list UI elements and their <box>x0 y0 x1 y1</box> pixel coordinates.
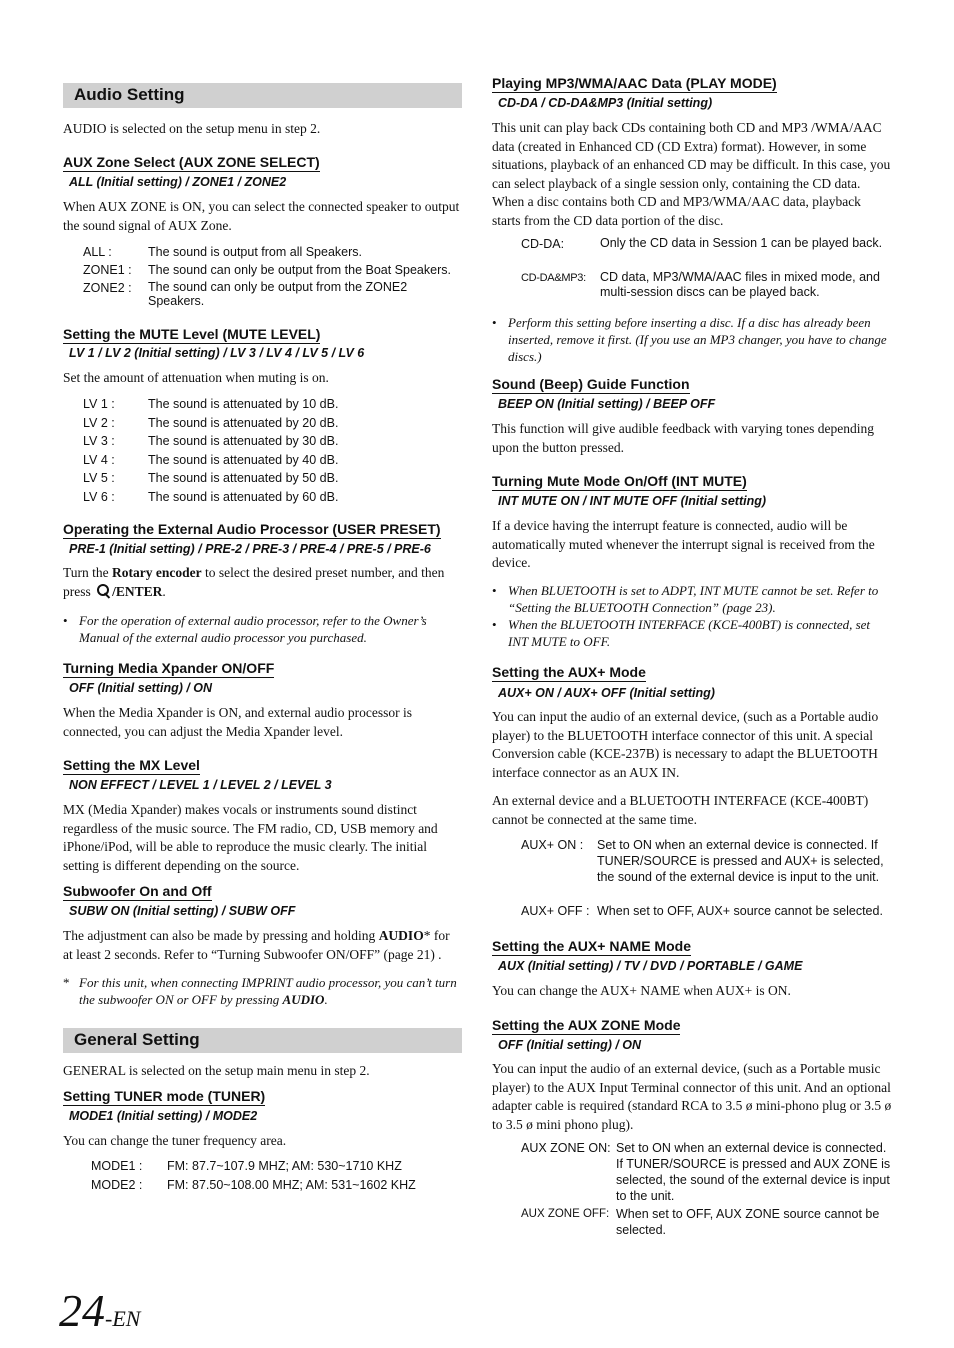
aux-zone-select-heading: AUX Zone Select (AUX ZONE SELECT) <box>63 154 320 170</box>
magnifier-icon <box>97 584 111 598</box>
aux-plus-heading: Setting the AUX+ Mode <box>492 664 646 680</box>
user-preset-note: • For the operation of external audio processor, refer to the Owner’s Manual of the external audio processor you purchased. <box>63 613 427 645</box>
play-mode-heading: Playing MP3/WMA/AAC Data (PLAY MODE) <box>492 75 777 91</box>
play-mode-note: • Perform this setting before inserting a disc. If a disc has already been inserted, remove it first. (If you use an MP3 changer, you have to change discs.) <box>492 315 887 364</box>
aux-zone-mode-heading: Setting the AUX ZONE Mode <box>492 1017 681 1033</box>
subwoofer-note: * For this unit, when connecting IMPRINT audio processor, you can’t turn the subwoofer ON or OFF by pressing AUDIO. <box>63 975 457 1007</box>
tuner-body: You can change the tuner frequency area. <box>63 1133 287 1148</box>
int-mute-options: INT MUTE ON / INT MUTE OFF (Initial setting) <box>498 494 767 508</box>
audio-setting-title: Audio Setting <box>74 85 185 104</box>
aux-plus-body-1: You can input the audio of an external device, (such as a Portable audio player) to the BLUETOOTH interface connector of this unit. A special Conversion cable (KCE-237B) is necessary to adapt the BLUETOOTH interface connector as an AUX IN. <box>492 709 879 780</box>
tuner-heading: Setting TUNER mode (TUNER) <box>63 1088 266 1104</box>
beep-heading: Sound (Beep) Guide Function <box>492 376 690 392</box>
mute-level-heading: Setting the MUTE Level (MUTE LEVEL) <box>63 326 321 342</box>
subwoofer-body: The adjustment can also be made by pressing and holding AUDIO* for at least 2 seconds. Refer to “Turning Subwoofer ON/OFF” (page 21) . <box>63 928 450 962</box>
play-mode-body: This unit can play back CDs containing both CD and MP3 /WMA/AAC data (created in Enhanced CD (CD Extra) format). However, in some situations, playback of an enhanced CD may be difficult. In this case, you can select playback of a single session only, containing the CD data. When a disc contains both CD and MP3/WMA/AAC data, playback starts from the CD data portion of the disc. <box>492 120 891 228</box>
aux-plus-body-2: An external device and a BLUETOOTH INTERFACE (KCE-400BT) cannot be connected at the same time. <box>492 793 869 827</box>
general-setting-title: General Setting <box>74 1030 200 1049</box>
general-intro: GENERAL is selected on the setup main menu in step 2. <box>63 1063 370 1078</box>
general-setting-header <box>63 1028 462 1053</box>
subwoofer-options: SUBW ON (Initial setting) / SUBW OFF <box>69 904 296 918</box>
mx-level-heading: Setting the MX Level <box>63 757 200 773</box>
int-mute-note-1: • When BLUETOOTH is set to ADPT, INT MUTE cannot be set. Refer to “Setting the BLUETOOTH Connection” (page 23). <box>492 583 879 615</box>
user-preset-options: PRE-1 (Initial setting) / PRE-2 / PRE-3 / PRE-4 / PRE-5 / PRE-6 <box>69 542 431 556</box>
subwoofer-heading: Subwoofer On and Off <box>63 883 212 899</box>
audio-intro: AUDIO is selected on the setup menu in step 2. <box>63 121 321 136</box>
int-mute-body: If a device having the interrupt feature is connected, audio will be automatically muted whenever the interrupt signal is received from the device. <box>492 518 875 570</box>
mute-level-options: LV 1 / LV 2 (Initial setting) / LV 3 / LV 4 / LV 5 / LV 6 <box>69 346 365 360</box>
aux-zone-mode-options: OFF (Initial setting) / ON <box>498 1038 642 1052</box>
aux-name-heading: Setting the AUX+ NAME Mode <box>492 938 691 954</box>
tuner-options: MODE1 (Initial setting) / MODE2 <box>69 1109 258 1123</box>
int-mute-heading: Turning Mute Mode On/Off (INT MUTE) <box>492 473 747 489</box>
aux-zone-select-body: When AUX ZONE is ON, you can select the connected speaker to output the sound signal of AUX Zone. <box>63 199 460 233</box>
mute-level-body: Set the amount of attenuation when muting is on. <box>63 370 329 385</box>
aux-zone-mode-body: You can input the audio of an external device, (such as a Portable music player) to the AUX Input Terminal connector of this unit. And an optional adapter cable is required (standard RCA to 3.5 ø mini-phono plug or 3.5 ø to 3.5 ø mini phono plug). <box>492 1061 892 1132</box>
aux-name-body: You can change the AUX+ NAME when AUX+ is ON. <box>492 983 791 998</box>
user-preset-body: Turn the Rotary encoder to select the desired preset number, and then press /ENTER. <box>63 565 445 599</box>
audio-setting-header <box>63 83 462 108</box>
media-xpander-body: When the Media Xpander is ON, and external audio processor is connected, you can adjust the Media Xpander level. <box>63 705 413 739</box>
media-xpander-options: OFF (Initial setting) / ON <box>69 681 213 695</box>
beep-body: This function will give audible feedback with varying tones depending upon the button pressed. <box>492 421 875 455</box>
mx-level-body: MX (Media Xpander) makes vocals or instruments sound distinct regardless of the music source. The FM radio, CD, USB memory and iPhone/iPod, will be able to reproduce the music clearly. The initial setting is different depending on the source. <box>63 802 438 873</box>
int-mute-note-2: • When the BLUETOOTH INTERFACE (KCE-400BT) is connected, set INT MUTE to OFF. <box>492 617 871 649</box>
user-preset-heading: Operating the External Audio Processor (USER PRESET) <box>63 521 441 537</box>
media-xpander-heading: Turning Media Xpander ON/OFF <box>63 660 275 676</box>
mx-level-options: NON EFFECT / LEVEL 1 / LEVEL 2 / LEVEL 3 <box>69 778 332 792</box>
aux-zone-select-options: ALL (Initial setting) / ZONE1 / ZONE2 <box>69 175 287 189</box>
aux-name-options: AUX (Initial setting) / TV / DVD / PORTABLE / GAME <box>498 959 803 973</box>
page-number: 24-EN <box>59 1285 141 1336</box>
aux-plus-options: AUX+ ON / AUX+ OFF (Initial setting) <box>498 686 715 700</box>
beep-options: BEEP ON (Initial setting) / BEEP OFF <box>498 397 716 411</box>
play-mode-options: CD-DA / CD-DA&MP3 (Initial setting) <box>498 96 713 110</box>
